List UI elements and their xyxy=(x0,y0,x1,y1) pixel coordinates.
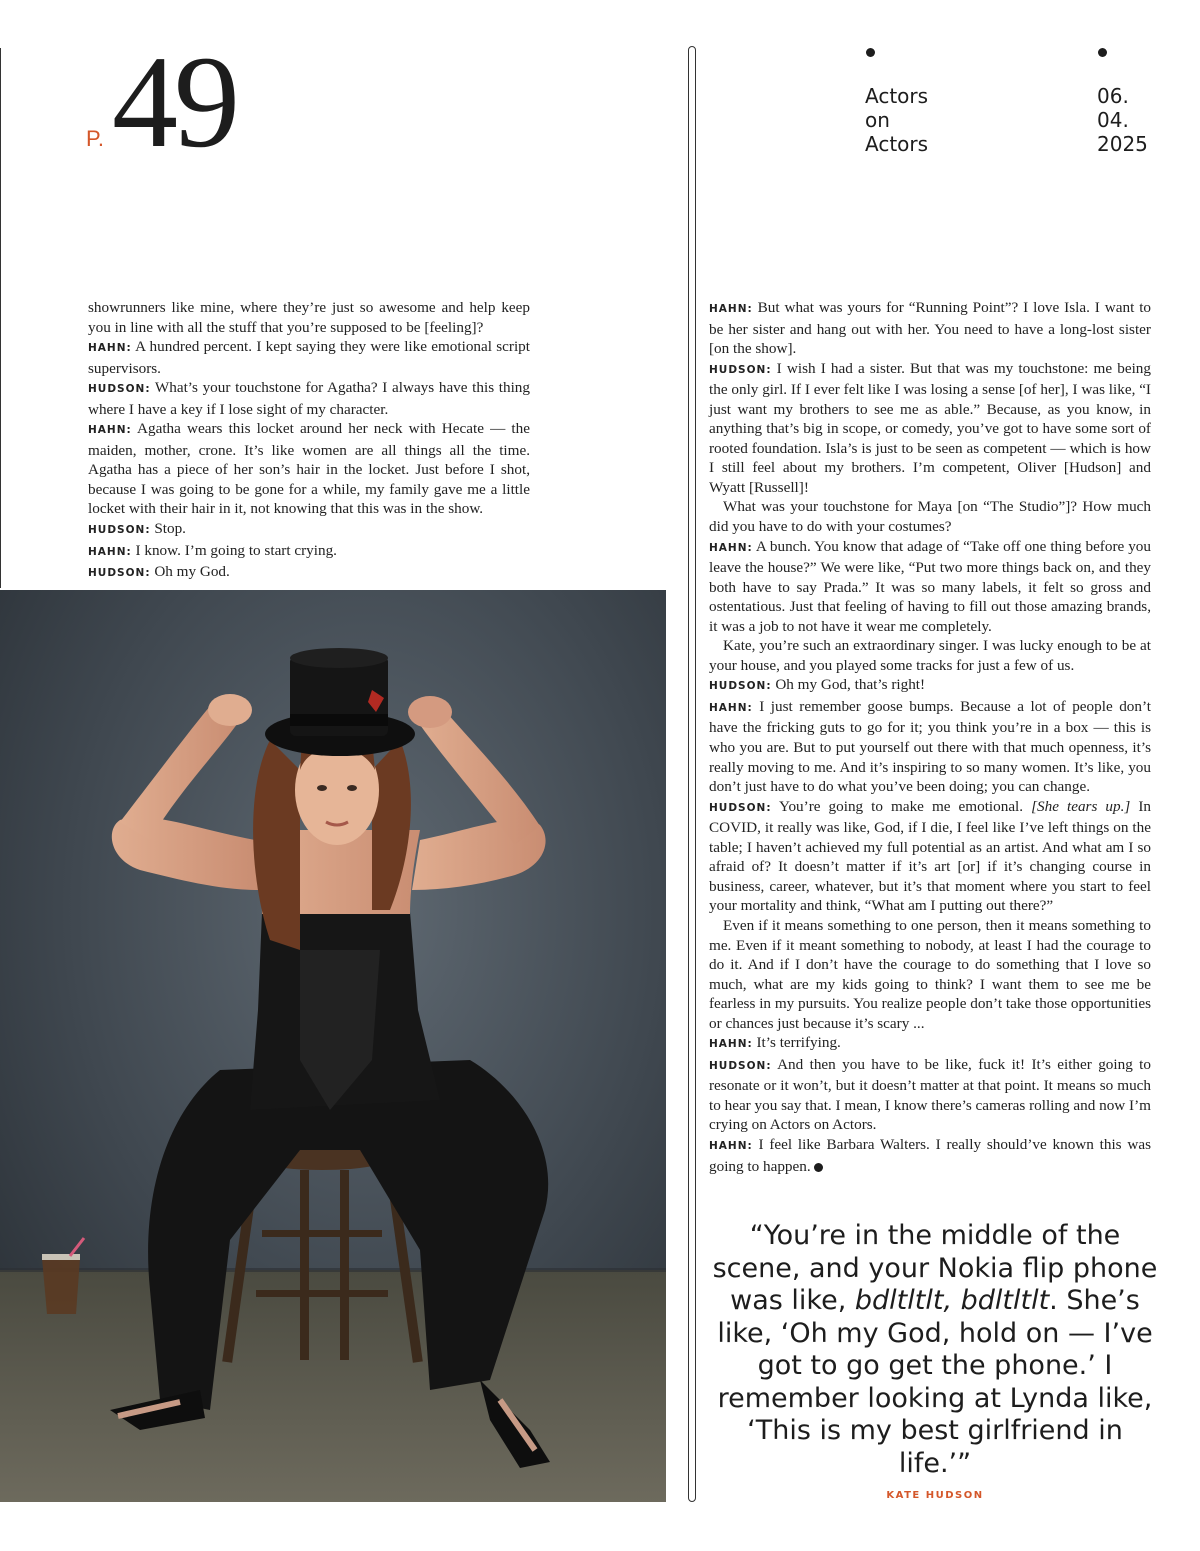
dialogue-text: Agatha wears this locket around her neck with Hecate — the maiden, mother, crone. It’s like women are all things all the time. Agatha has a piece of her son’s hair in the locket. Just before I shot, because I was going to be gone for a while, my family gave me a little locket with their hair in it, not knowing that this was in the show. xyxy=(88,420,530,518)
portrait-photo xyxy=(0,590,666,1502)
dialogue-text: A hundred percent. I kept saying they were like emotional script supervisors. xyxy=(88,338,530,377)
page-number-label: P. xyxy=(86,126,104,151)
section-title-line: on xyxy=(865,108,890,132)
dialogue-line: HUDSON: And then you have to be like, fuck it! It’s either going to resonate or it won’t, but it doesn’t matter at that point. It means so much to hear you say that. I mean, I know there’s cameras rolling and now I’m crying on Actors on Actors. xyxy=(709,1055,1151,1134)
speaker-name: HAHN xyxy=(709,303,748,315)
speaker-name: HAHN xyxy=(709,1038,748,1051)
dialogue-line: HAHN: But what was yours for “Running Point”? I love Isla. I want to be her sister and hang out with her. You need to have a long-lost sister [on the show]. xyxy=(709,299,1152,358)
paragraph-text: Kate, you’re such an extraordinary singer. I was lucky enough to be at your house, and you played some tracks for just a few of us. xyxy=(709,637,1151,674)
dialogue-line: HUDSON: Oh my God. xyxy=(88,563,230,581)
dialogue-line: HAHN: I know. I’m going to start crying. xyxy=(88,541,337,559)
speaker-name: HUDSON xyxy=(709,363,767,376)
paragraph xyxy=(88,298,530,337)
dialogue-text: But what was yours for “Running Point”? I love Isla. I want to be her sister and hang out with her. You need to have a long-lost sister [on the show]. xyxy=(709,299,1152,358)
section-title xyxy=(865,84,928,156)
speaker-name: HAHN xyxy=(88,545,127,558)
dialogue-text: It’s terrifying. xyxy=(756,1034,841,1052)
pull-quote-sound: bdltltlt, bdltltlt xyxy=(854,1285,1050,1316)
center-divider xyxy=(688,46,696,1502)
speaker-name: HUDSON xyxy=(88,567,146,580)
paragraph xyxy=(709,497,1151,536)
paragraph xyxy=(709,636,1151,675)
speaker-name: HUDSON xyxy=(88,383,146,396)
dialogue-text: I know. I’m going to start crying. xyxy=(135,541,337,559)
dialogue-text: Oh my God. xyxy=(154,563,230,581)
pull-quote xyxy=(712,1220,1158,1480)
left-margin-rule xyxy=(0,48,1,588)
pull-quote-text: . She’s like, ‘Oh my God, hold on — I’ve got to go get the phone.’ I remember looking at Lynda like, ‘This is my best girlfriend in life.’” xyxy=(717,1285,1153,1479)
section-title-line: Actors xyxy=(865,132,929,156)
dialogue-text: What’s your touchstone for Agatha? I always have this thing where I have a key if I lose sight of my character. xyxy=(88,379,530,418)
speaker-name: HAHN xyxy=(88,424,127,437)
paragraph xyxy=(709,916,1151,1033)
stage-direction: [She tears up.] xyxy=(1031,797,1131,815)
dialogue-line: HAHN: A bunch. You know that adage of “Take off one thing before you leave the house?” We were like, “Put two more things back on, and they both have to say Prada.” It was so many labels, it felt so gross and ostentatious. Just that feeling of having to fill out those amazing brands, it was a job to not have it wear me completely. xyxy=(709,537,1151,635)
issue-date xyxy=(1097,84,1148,156)
dialogue-line: HAHN: I feel like Barbara Walters. I really should’ve known this was going to happen. xyxy=(709,1135,1151,1175)
issue-date-line: 06. xyxy=(1097,84,1129,108)
bullet-dot-icon xyxy=(1098,48,1107,57)
dialogue-line: HUDSON: What’s your touchstone for Agatha? I always have this thing where I have a key if I lose sight of my character. xyxy=(88,379,530,418)
issue-date-line: 2025 xyxy=(1097,132,1148,156)
pull-quote-text: “You’re in the middle of the scene, and your Nokia flip phone was like, xyxy=(712,1220,1158,1316)
dialogue-text: Oh my God, that’s right! xyxy=(775,676,926,694)
speaker-name: HAHN xyxy=(709,1139,748,1152)
dialogue-line: HAHN: I just remember goose bumps. Because a lot of people don’t have the fricking guts to go for it; you think you’re in a box — this is who you are. But to put yourself out there with that much openness, it’s really moving to me. And it’s inspiring to so many women. It’s like, you don’t just have to do what you’ve been doing; you can change. xyxy=(709,697,1152,796)
dialogue-text: I just remember goose bumps. Because a lot of people don’t have the fricking guts to go for it; you think you’re in a box — this is who you are. But to put yourself out there with that much openness, it’s really moving to me. And it’s inspiring to so many women. It’s like, you don’t just have to do what you’ve been doing; you can change. xyxy=(709,697,1152,796)
issue-date-line: 04. xyxy=(1097,108,1129,132)
pull-quote-attribution: KATE HUDSON xyxy=(886,1490,984,1501)
paragraph-text: Even if it means something to one person, then it means something to me. Even if it meant something to nobody, at least I had the courage to do it. And if I don’t have the courage to do something that I love so much, what are my kids going to think? I want them to see me be fearless in my pursuits. You realize people don’t take those opportunities or chances just because it’s scary ... xyxy=(709,916,1151,1032)
speaker-name: HAHN xyxy=(709,701,748,714)
portrait-illustration xyxy=(0,590,666,1502)
dialogue-line: HAHN: A hundred percent. I kept saying they were like emotional script supervisors. xyxy=(88,338,530,377)
dialogue-text: I feel like Barbara Walters. I really should’ve known this was going to happen. xyxy=(709,1135,1151,1175)
speaker-name: HAHN xyxy=(709,541,748,554)
dialogue-text: I wish I had a sister. But that was my touchstone: me being the only girl. If I ever felt like I was losing a sense [of her], I was like, “I just want my brothers to see me as able.” Because, as you know, in anything that’s big in scope, or comedy, you’ve got to have some sort of rooted foundation. Isla’s is just to be seen as competent — which is how I still feel about my brothers. I’m competent, Oliver [Hudson] and Wyatt [Russell]! xyxy=(709,359,1151,496)
speaker-name: HUDSON xyxy=(88,524,146,537)
dialogue-line: HUDSON: You’re going to make me emotional. [She tears up.] In COVID, it really was like, God, if I die, I feel like I’ve left things on the table; I haven’t achieved my full potential as an artist. And what am I so afraid of? It doesn’t matter if it’s art [or] if it’s changing course in business, career, whatever, but it’s that moment where you start to feel your mortality and think, “What am I putting out there?” xyxy=(709,797,1152,915)
article-column-left xyxy=(88,298,530,584)
speaker-name: HAHN xyxy=(88,342,127,355)
paragraph-text: showrunners like mine, where they’re just so awesome and help keep you in line with all the stuff that you’re supposed to be [feeling]? xyxy=(88,299,530,336)
dialogue-line: HAHN: It’s terrifying. xyxy=(709,1034,841,1052)
dialogue-line: HUDSON: Stop. xyxy=(88,520,186,538)
dialogue-line: HAHN: Agatha wears this locket around her neck with Hecate — the maiden, mother, crone. It’s like women are all things all the time. Agatha has a piece of her son’s hair in the locket. Just before I shot, because I was going to be gone for a while, my family gave me a little locket with their hair in it, not knowing that this was in the show. xyxy=(88,420,530,518)
dialogue-text: And then you have to be like, fuck it! It’s either going to resonate or it won’t, but it doesn’t matter at that point. It means so much to hear you say that. I mean, I know there’s cameras rolling and now I’m crying on Actors on Actors. xyxy=(709,1055,1151,1134)
paragraph-text: What was your touchstone for Maya [on “The Studio”]? How much did you have to do with your costumes? xyxy=(709,498,1151,536)
bullet-dot-icon xyxy=(866,48,875,57)
dialogue-text: Stop. xyxy=(154,520,186,538)
speaker-name: HUDSON xyxy=(709,680,767,693)
speaker-name: HUDSON xyxy=(709,1059,767,1072)
dialogue-text: In COVID, it really was like, God, if I die, I feel like I’ve left things on the table; I haven’t achieved my full potential as an artist. And what am I so afraid of? It doesn’t matter if it’s art [or] if it’s changing course in business, career, whatever, but it’s that moment where you start to feel your mortality and think, “What am I putting out there?” xyxy=(709,797,1152,915)
dialogue-text: A bunch. You know that adage of “Take off one thing before you leave the house?” We were like, “Put two more things back on, and they both have to say Prada.” It was so many labels, it felt so gross and ostentatious. Just that feeling of having to fill out those amazing brands, it was a job to not have it wear me completely. xyxy=(709,537,1151,635)
dialogue-line: HUDSON: I wish I had a sister. But that was my touchstone: me being the only girl. If I ever felt like I was losing a sense [of her], I was like, “I just want my brothers to see me as able.” Because, as you know, in anything that’s big in scope, or comedy, you’ve got to have some sort of rooted foundation. Isla’s is just to be seen as competent — which is how I still feel about my brothers. I’m competent, Oliver [Hudson] and Wyatt [Russell]! xyxy=(709,359,1151,496)
page-number: 49 xyxy=(112,28,236,175)
speaker-name: HUDSON xyxy=(709,801,767,814)
dialogue-text: You’re going to make me emotional. xyxy=(779,797,1024,815)
article-column-right xyxy=(709,298,1151,1176)
dialogue-line: HUDSON: Oh my God, that’s right! xyxy=(709,676,926,694)
section-title-line: Actors xyxy=(865,84,929,108)
end-mark-icon xyxy=(814,1163,823,1172)
